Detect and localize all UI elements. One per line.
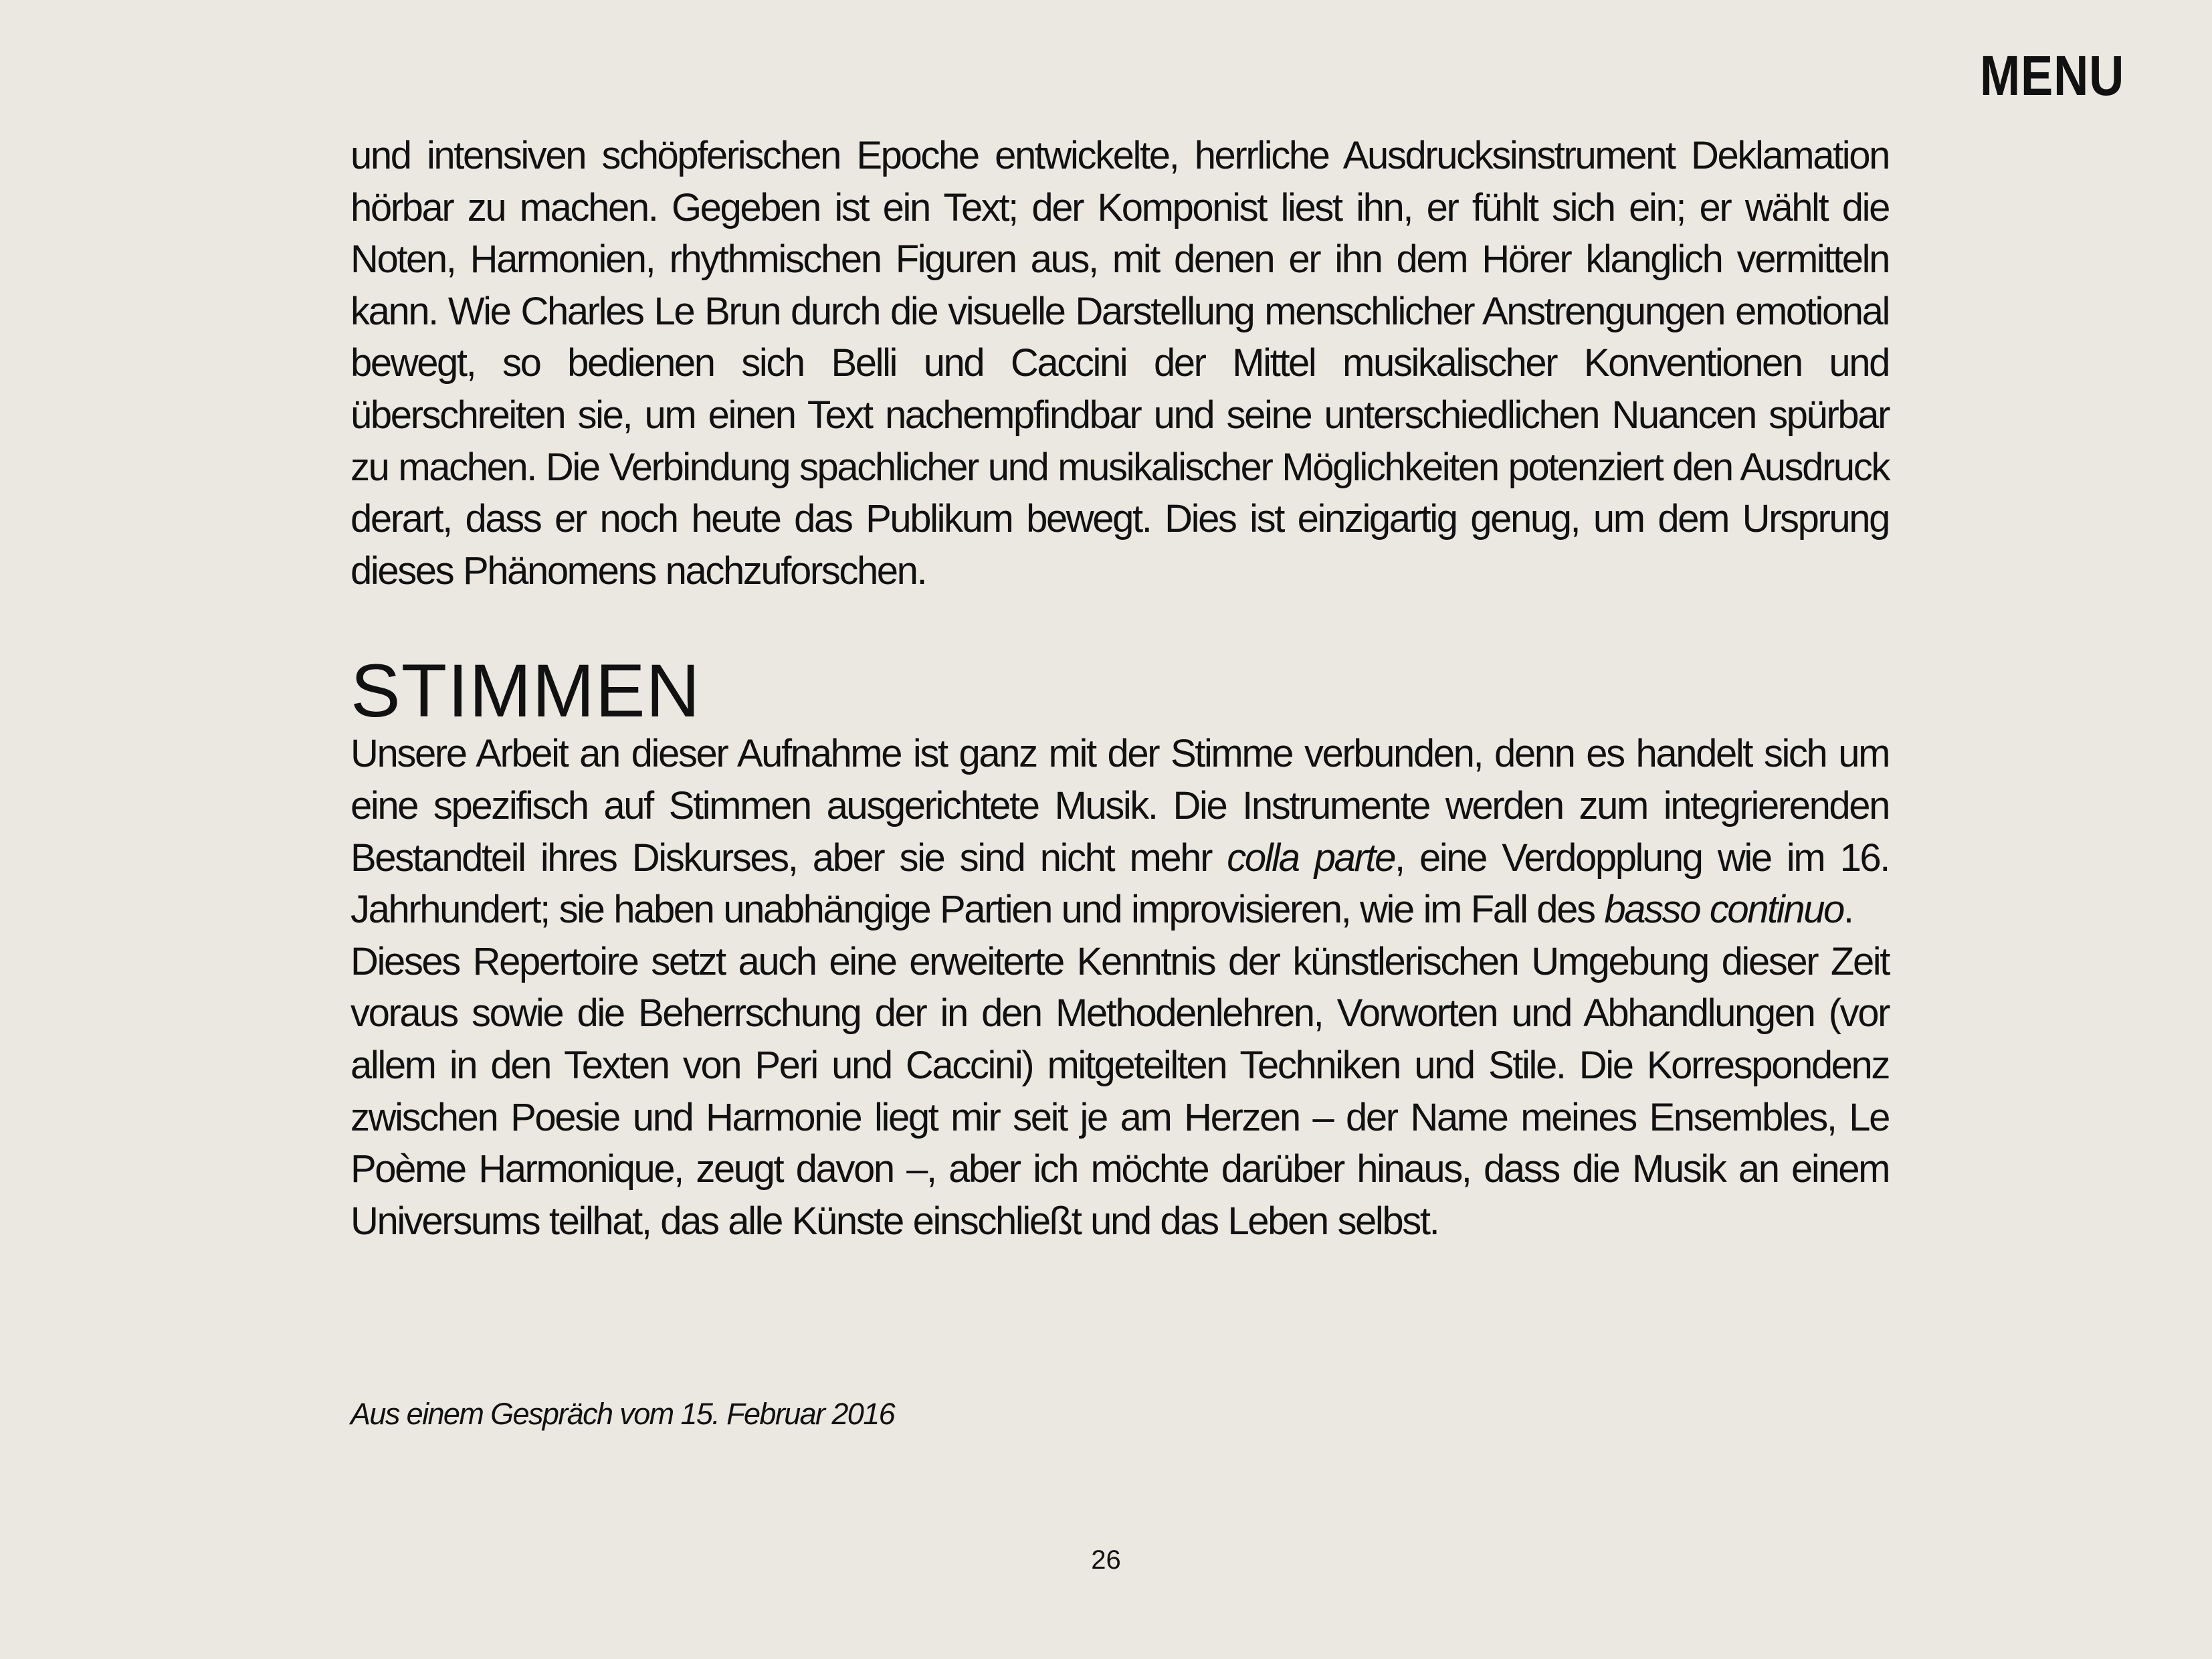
body-paragraph: Dieses Repertoire setzt auch eine erweiterte Kenntnis der künstlerischen Umgebung dieser Zeit voraus sowie die Beherrschung der in den Methodenlehren, Vorworten und Abhandlungen (vor allem in den Texten von Peri und Caccini) mitgeteilten Techniken und Stile. Die Korrespondenz zwischen Poesie und Harmonie liegt mir seit je am Herzen – der Name meines Ensembles, Le Poème Harmonique, zeugt davon –, aber ich möchte darüber hinaus, dass die Musik an einem Universums teilhat, das alle Künste einschließt und das Leben selbst.: [350, 939, 1889, 1243]
paragraph-text: , eine Verdopplung wie im 16. Jahrhundert; sie haben unabhängige Partien und improvisieren, wie im Fall des: [350, 836, 1890, 932]
italic-term: basso continuo: [1604, 888, 1843, 932]
paragraph-text: .: [1843, 888, 1853, 932]
italic-term: colla parte: [1227, 836, 1395, 880]
paragraph-text: Unsere Arbeit an dieser Aufnahme ist ganz mit der Stimme verbunden, denn es handelt sich um eine spezifisch auf Stimmen ausgerichtete Musik. Die Instrumente werden zum integrierenden Bestandteil ihres Diskurses, aber sie sind nicht mehr: [350, 732, 1889, 880]
menu-button[interactable]: MENU: [1980, 44, 2125, 107]
body-paragraph: [350, 728, 1889, 935]
body-paragraph: und intensiven schöpferischen Epoche entwickelte, herrliche Ausdrucksinstrument Deklamation hörbar zu machen. Gegeben ist ein Text; der Komponist liest ihn, er fühlt sich ein; er wählt die Noten, Harmonien, rhythmischen Figuren aus, mit denen er ihn dem Hörer klanglich vermitteln kann. Wie Charles Le Brun durch die visuelle Darstellung menschlicher Anstrengungen emotional bewegt, so bedienen sich Belli und Caccini der Mittel musikalischer Konventionen und überschreiten sie, um einen Text nachempfindbar und seine unterschiedlichen Nuancen spürbar zu machen. Die Verbindung spachlicher und musikalischer Möglichkeiten potenziert den Ausdruck derart, dass er noch heute das Publikum bewegt. Dies ist einzigartig genug, um dem Ursprung dieses Phänomens nachzuforschen.: [350, 134, 1889, 593]
page-number: 26: [1091, 1545, 1121, 1575]
text-column: [350, 130, 1889, 1247]
section-heading: STIMMEN: [350, 649, 701, 733]
source-note: Aus einem Gespräch vom 15. Februar 2016: [350, 1397, 895, 1431]
